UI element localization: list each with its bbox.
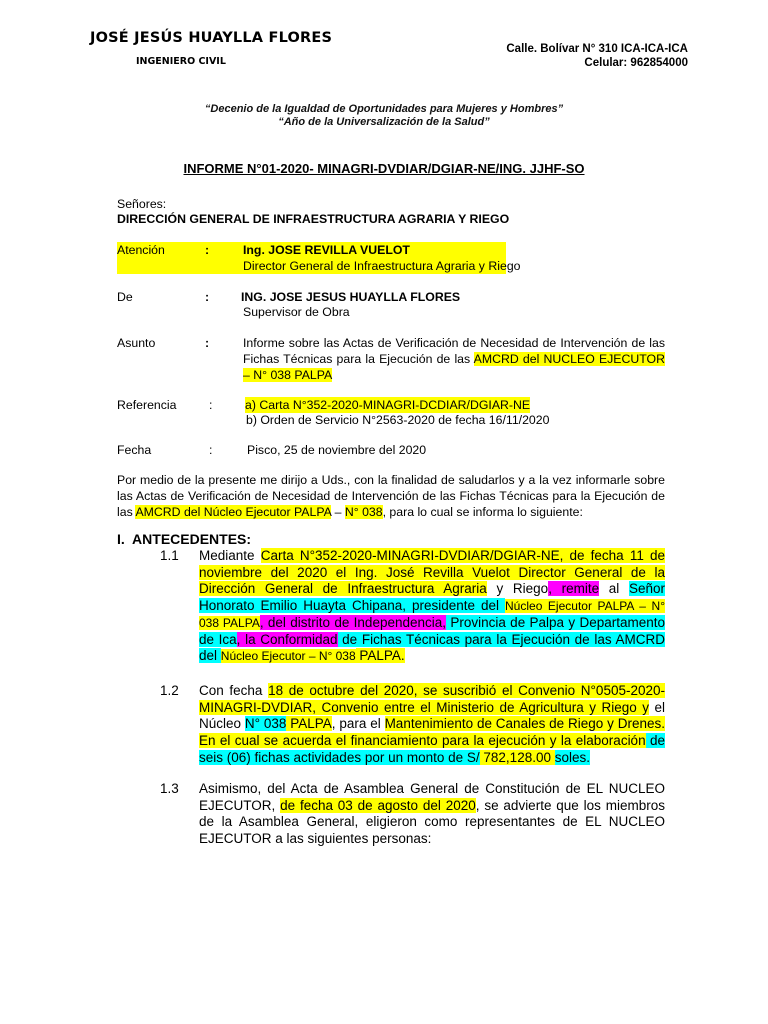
item-1-1-number: 1.1 bbox=[160, 548, 179, 563]
from-label: De bbox=[117, 290, 133, 304]
address: Calle. Bolívar N° 310 ICA-ICA-ICA bbox=[506, 43, 688, 55]
recipient-org: DIRECCIÓN GENERAL DE INFRAESTRUCTURA AGRARIA Y RIEGO bbox=[117, 212, 510, 226]
from-colon: : bbox=[205, 290, 210, 304]
report-title: INFORME N°01-2020- MINAGRI-DVDIAR/DGIAR-NE/ING. JJHF-SO bbox=[183, 161, 585, 176]
item-1-2-number: 1.2 bbox=[160, 683, 179, 698]
date-colon: : bbox=[209, 443, 213, 457]
subject-colon: : bbox=[205, 336, 210, 350]
intro-paragraph: Por medio de la presente me dirijo a Uds., con la finalidad de saludarlos y a la vez informarle sobre las Actas de Verificación de Necesidad de Intervención de las Fichas Técnicas para la Ejecución de las AMCRD del Núcleo Ejecutor PALPA – N° 038, para lo cual se informa lo siguiente: bbox=[117, 473, 665, 519]
attention-colon: : bbox=[205, 243, 210, 257]
date-value: Pisco, 25 de noviembre del 2020 bbox=[247, 443, 427, 457]
item-1-3-text: Asimismo, del Acta de Asamblea General de Constitución de EL NUCLEO EJECUTOR, de fecha 03 de agosto del 2020, se advierte que los miembros de la Asamblea General, eligieron como representantes de EL NUCLEO EJECUTOR a las siguientes personas: bbox=[199, 781, 665, 847]
from-name: ING. JOSE JESUS HUAYLLA FLORES bbox=[241, 290, 461, 304]
decree-line-2: “Año de la Universalización de la Salud” bbox=[278, 116, 490, 128]
attention-role: Director General de Infraestructura Agraria y Riego bbox=[243, 259, 521, 273]
phone: Celular: 962854000 bbox=[584, 57, 688, 69]
reference-label: Referencia bbox=[117, 398, 177, 412]
decree-line-1: “Decenio de la Igualdad de Oportunidades para Mujeres y Hombres” bbox=[204, 103, 564, 115]
subject-label: Asunto bbox=[117, 336, 156, 350]
date-label: Fecha bbox=[117, 443, 152, 457]
item-1-3-number: 1.3 bbox=[160, 781, 179, 796]
item-1-2-text: Con fecha 18 de octubre del 2020, se suscribió el Convenio N°0505-2020-MINAGRI-DVDIAR, Convenio entre el Ministerio de Agricultura y Riego y el Núcleo N° 038 PALPA, para el Mantenimiento de Canales de Riego y Drenes. En el cual se acuerda el financiamiento para la ejecución y la elaboración de seis (06) fichas actividades por un monto de S/ 782,128.00 soles. bbox=[199, 683, 665, 765]
author-profession: INGENIERO CIVIL bbox=[136, 56, 226, 67]
reference-colon: : bbox=[209, 398, 213, 412]
section-heading: I. ANTECEDENTES: bbox=[117, 531, 252, 547]
item-1-1-text: Mediante Carta N°352-2020-MINAGRI-DVDIAR/DGIAR-NE, de fecha 11 de noviembre del 2020 el Ing. José Revilla Vuelot Director General de la Dirección General de Infraestructura Agraria y Riego, remite al Señor Honorato Emilio Huayta Chipana, presidente del Núcleo Ejecutor PALPA – N° 038 PALPA, del distrito de Independencia, Provincia de Palpa y Departamento de Ica, la Conformidad de Fichas Técnicas para la Ejecución de las AMCRD del Núcleo Ejecutor – N° 038 PALPA. bbox=[199, 548, 666, 664]
attention-name: Ing. JOSE REVILLA VUELOT bbox=[243, 243, 410, 257]
attention-label: Atención bbox=[117, 243, 165, 257]
from-role: Supervisor de Obra bbox=[243, 305, 350, 319]
subject-text: Informe sobre las Actas de Verificación de Necesidad de Intervención de las Fichas Técnicas para la Ejecución de las AMCRD del NUCLEO EJECUTOR – N° 038 PALPA bbox=[243, 336, 665, 382]
author-name: JOSÉ JESÚS HUAYLLA FLORES bbox=[90, 30, 333, 46]
decree-block bbox=[0, 103, 768, 129]
reference-a: a) Carta N°352-2020-MINAGRI-DCDIAR/DGIAR-NE bbox=[245, 398, 531, 412]
reference-b: b) Orden de Servicio N°2563-2020 de fecha 16/11/2020 bbox=[246, 413, 550, 427]
contact-block bbox=[506, 42, 688, 70]
salutation: Señores: bbox=[117, 197, 167, 211]
